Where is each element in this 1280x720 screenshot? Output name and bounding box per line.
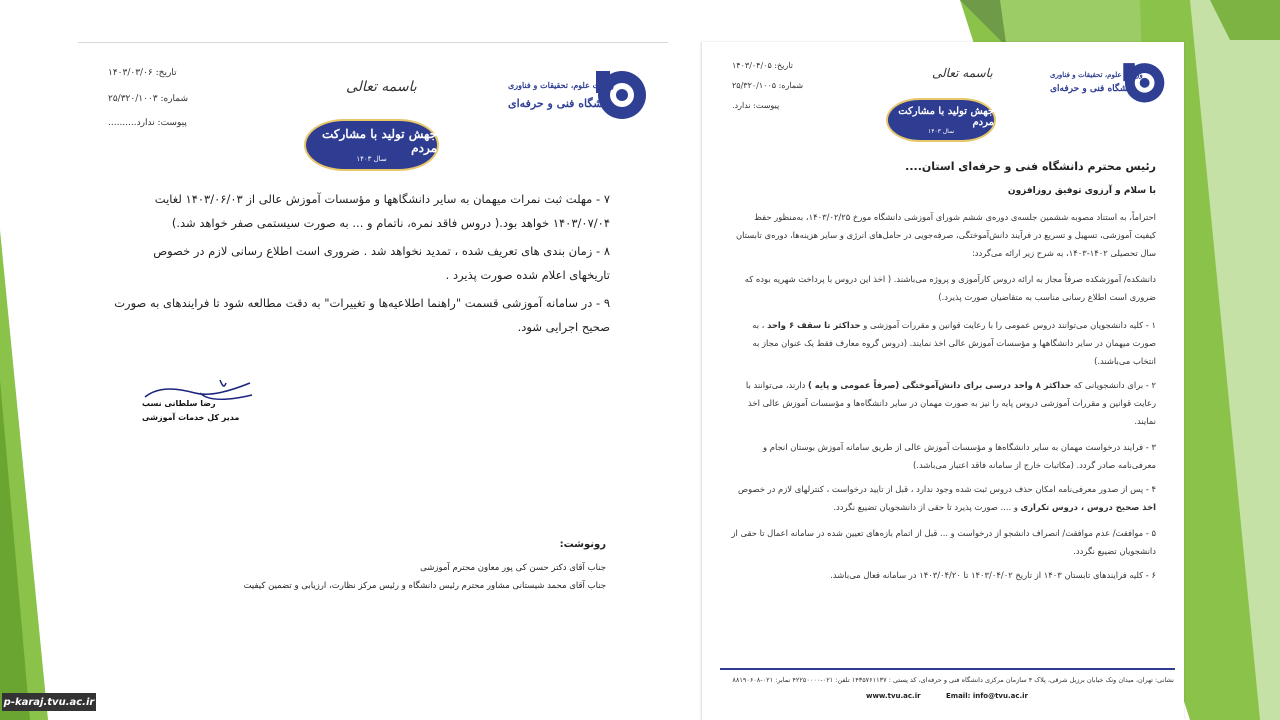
item-2 bbox=[731, 376, 1156, 430]
production-banner bbox=[304, 119, 439, 171]
signature-name: رضا سلطانی نسب bbox=[142, 399, 216, 408]
item-2-bold: حداکثر ۸ واحد درسی برای دانش‌آموختگی (صرفاً عمومی و پایه ) bbox=[808, 380, 1072, 390]
item-4-bold: اخذ صحیح دروس ، دروس تکراری bbox=[1020, 502, 1156, 512]
item-4 bbox=[731, 480, 1156, 516]
letter-attachment: پیوست: ندارد. bbox=[732, 101, 780, 110]
intro-paragraph: احتراماً، به استناد مصوبه ششمین جلسه‌ی دوره‌ی ششم شورای آموزشی دانشگاه مورخ ۱۴۰۳/۰۲/۲۵، به‌منظور حفظ کیفیت آموزشی، تسهیل و تسریع در فرآیند دانش‌آموختگی، صرفه‌جویی در حامل‌های انرژی و سایر هزینه‌ها، دوره‌ی تابستان سال تحصیلی ۱۴۰۲-۱۴۰۳، به شرح زیر ارائه می‌گردد: bbox=[735, 212, 1156, 258]
banner-year: سال ۱۴۰۳ bbox=[928, 127, 955, 135]
cc-line-1: جناب آقای دکتر حسن کی پور معاون محترم آموزشی bbox=[420, 563, 606, 573]
item-4-tail: و .... صورت پذیرد تا حقی از دانشجویان تضییع نگردد. bbox=[833, 502, 1021, 512]
cc-line-2: جناب آقای محمد شیستانی مشاور محترم رئیس دانشگاه و رئیس مرکز نظارت، ارزیابی و تضمین کیفیت bbox=[243, 581, 606, 591]
ministry-name: وزارت علوم، تحقیقات و فناوری bbox=[1050, 70, 1143, 79]
item-5-text: ۵ - موافقت/ عدم موافقت/ انصراف دانشجو از درخواست و ... قبل از اتمام بازه‌های تعیین شده در سامانه اعمال تا حقی از دانشجویان تضییع نگردد. bbox=[731, 528, 1156, 556]
item-7: ۷ - مهلت ثبت نمرات میهمان به سایر دانشگاهها و مؤسسات آموزش عالی از ۱۴۰۳/۰۶/۰۳ لغایت ۱۴۰۳/۰۷/۰۴ خواهد بود.( دروس فاقد نمره، ناتمام و ... به صورت سیستمی صفر خواهد شد.) bbox=[154, 192, 610, 230]
item-3-text: ۳ - فرایند درخواست مهمان به سایر دانشگاه‌ها و مؤسسات آموزش عالی از طریق سامانه آموزش بوستان انجام و معرفی‌نامه صادر گردد. (مکاتبات خارج از سامانه فاقد اعتبار می‌باشد.) bbox=[763, 442, 1156, 470]
item-2-text: ۲ - برای دانشجویانی که bbox=[1071, 380, 1156, 390]
invocation-text: باسمه تعالی bbox=[346, 79, 417, 95]
banner-year: سال ۱۴۰۳ bbox=[356, 155, 387, 163]
tvu-logo-icon bbox=[1120, 58, 1166, 106]
item-2-tail: دارند، می‌توانند با رعایت قوانین و مقررات آموزشی دروس پایه را نیز به صورت مهمان در سایر دانشگاه‌ها و مؤسسات آموزش عالی اخذ نمایند. bbox=[745, 380, 1156, 426]
letter-number: شماره: ۲۵/۳۲۰/۱۰۰۵ bbox=[732, 81, 804, 90]
recipient-line: رئیس محترم دانشگاه فنی و حرفه‌ای استان.... bbox=[905, 160, 1156, 173]
ministry-name: وزارت علوم، تحقیقات و فناوری bbox=[508, 80, 614, 90]
item-1 bbox=[731, 316, 1156, 370]
note-paragraph: دانشکده/ آموزشکده صرفاً مجاز به ارائه دروس کارآموزی و پروژه می‌باشند. ( اخذ این دروس با پرداخت شهریه بوده که ضروری است اطلاع رسانی مناسب به متقاضیان صورت پذیرد.) bbox=[744, 274, 1156, 302]
production-banner bbox=[886, 98, 996, 142]
letter-number: شماره: ۲۵/۳۲۰/۱۰۰۳ bbox=[108, 94, 189, 104]
tvu-logo-icon bbox=[592, 65, 648, 123]
cc-heading: رونوشت: bbox=[559, 539, 606, 550]
footer-website[interactable]: www.tvu.ac.ir bbox=[866, 692, 921, 700]
university-name: دانشگاه فنی و حرفه‌ای bbox=[508, 97, 615, 110]
item-3 bbox=[731, 438, 1156, 474]
banner-text: جهش تولید با مشارکت مردم bbox=[898, 105, 994, 128]
signature-title: مدیر کل خدمات آموزشی bbox=[142, 413, 240, 422]
university-name: دانشگاه فنی و حرفه‌ای bbox=[1050, 84, 1137, 94]
site-badge: p-karaj.tvu.ac.ir bbox=[2, 693, 96, 711]
item-9: ۹ - در سامانه آموزشی قسمت "راهنما اطلاعیه‌ها و تغییرات" به دقت مطالعه شود تا فرایندهای به صورت صحیح اجرایی شود. bbox=[114, 296, 610, 334]
footer-address: نشانی: تهران، میدان ونک خیابان برزیل شرقی، پلاک ۴ سازمان مرکزی دانشگاه فنی و حرفه‌ای، کد پستی : ۱۴۳۵۷۶۱۱۳۷ تلفن: ۰۲۱-۴۲۲۵۰۰۰۰ نمابر: ۰۲۱-۸۸۱۹۰۶۰۸ bbox=[732, 676, 1174, 684]
signature-icon bbox=[140, 375, 260, 415]
footer-email[interactable]: Email: info@tvu.ac.ir bbox=[946, 692, 1029, 700]
left-green-decoration bbox=[0, 0, 48, 720]
letter-attachment: پیوست: ندارد.......... bbox=[108, 118, 187, 128]
footer-divider bbox=[720, 668, 1175, 670]
left-letter-page bbox=[78, 42, 668, 683]
item-4-text: ۴ - پس از صدور معرفی‌نامه امکان حذف دروس ثبت شده وجود ندارد ، قبل از تایید درخواست ، کنترلهای لازم در خصوص bbox=[738, 484, 1156, 494]
right-letter-page bbox=[701, 42, 1184, 720]
letter-date: تاریخ: ۱۴۰۳/۰۳/۰۶ bbox=[108, 68, 177, 78]
banner-text: جهش تولید با مشارکت مردم bbox=[322, 127, 437, 155]
item-1-tail: ، به صورت میهمان در سایر دانشگاهها و مؤسسات آموزش عالی اخذ نمایند. (دروس گروه معارف فقط یک عنوان مجاز به انتخاب می‌باشند.) bbox=[752, 320, 1156, 366]
item-6 bbox=[731, 566, 1156, 584]
item-6-text: ۶ - کلیه فرایندهای تابستان ۱۴۰۳ از تاریخ ۱۴۰۳/۰۴/۰۲ تا ۱۴۰۳/۰۴/۲۰ در سامانه فعال می‌باشد. bbox=[830, 570, 1156, 580]
item-5 bbox=[731, 524, 1156, 560]
item-1-bold: حداکثر تا سقف ۶ واحد bbox=[767, 320, 861, 330]
letter-date: تاریخ: ۱۴۰۳/۰۴/۰۵ bbox=[732, 61, 793, 70]
invocation-text: باسمه تعالی bbox=[932, 66, 993, 80]
item-8: ۸ - زمان بندی های تعریف شده ، تمدید نخواهد شد . ضروری است اطلاع رسانی لازم در خصوص تاریخهای اعلام شده صورت پذیرد . bbox=[153, 244, 610, 282]
greeting-line: با سلام و آرزوی توفیق روزافزون bbox=[1007, 186, 1156, 196]
item-1-text: ۱ - کلیه دانشجویان می‌توانند دروس عمومی را با رعایت قوانین و مقررات آموزشی و bbox=[860, 320, 1156, 330]
